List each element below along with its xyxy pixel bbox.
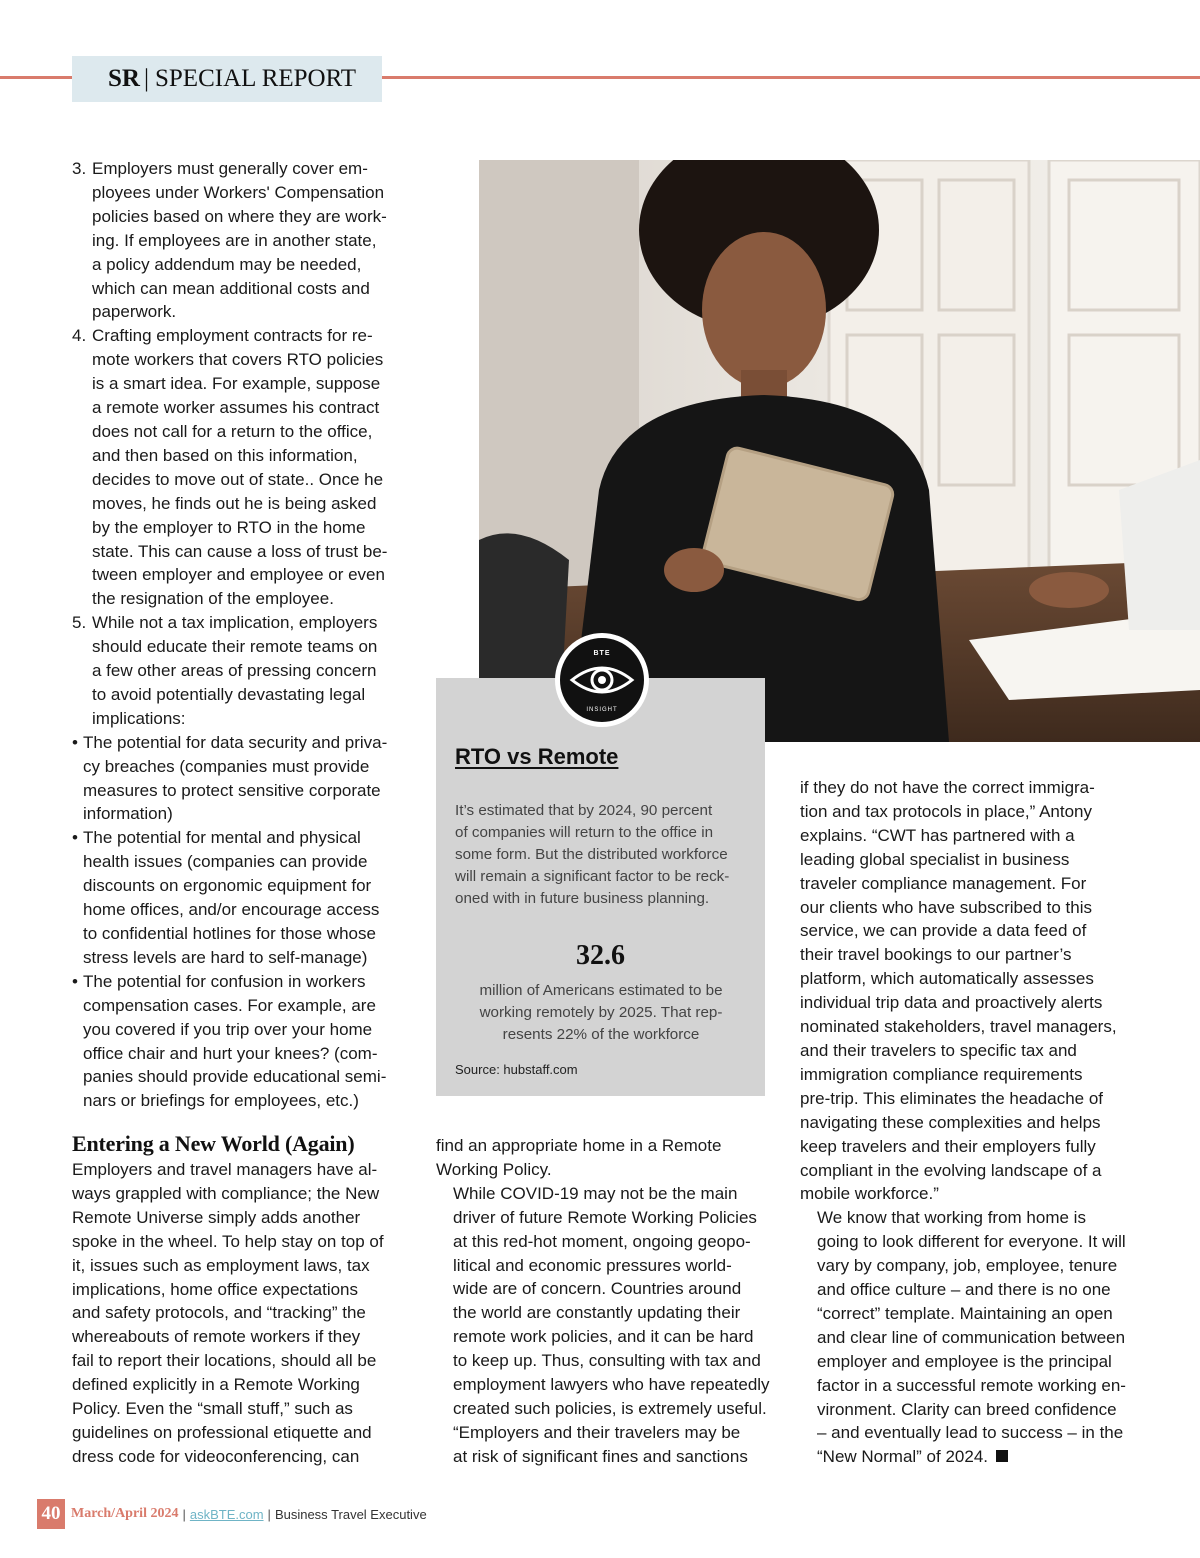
text-line: pre-trip. This eliminates the headache of xyxy=(800,1088,1104,1108)
text-line: ways grappled with compliance; the New xyxy=(72,1183,380,1203)
text-line: home offices, and/or encourage access xyxy=(83,900,380,920)
text-line: ing. If employees are in another state, xyxy=(92,230,377,250)
text-line: tion and tax protocols in place,” Antony xyxy=(800,801,1093,821)
text-line: discounts on ergonomic equipment for xyxy=(83,876,372,896)
badge-bottom-label: INSIGHT xyxy=(586,707,618,713)
list-number: 3. xyxy=(72,159,87,178)
text-line: individual trip data and proactively alerts xyxy=(800,993,1103,1013)
text-line: Employers must generally cover em- xyxy=(92,159,368,178)
text-line: created such policies, is extremely useful. xyxy=(453,1398,767,1418)
text-line: platform, which automatically assesses xyxy=(800,969,1094,989)
paragraph xyxy=(436,1134,771,1182)
text-line: factor in a successful remote working en- xyxy=(817,1375,1126,1395)
bullet-item xyxy=(72,826,407,969)
text-line: Remote Universe simply adds another xyxy=(72,1207,361,1227)
text-line: should educate their remote teams on xyxy=(92,637,378,657)
insight-stat: 32.6 xyxy=(576,940,625,971)
list-number: 5. xyxy=(72,613,87,633)
text-line: you covered if you trip over your home xyxy=(83,1019,373,1039)
section-abbr: SR xyxy=(108,65,140,92)
text-line: million of Americans estimated to be xyxy=(479,982,723,999)
bullet-item xyxy=(72,731,407,827)
text-line: some form. But the distributed workforce xyxy=(455,846,728,863)
text-line: which can mean additional costs and xyxy=(92,278,370,298)
insight-eye-icon xyxy=(555,633,649,727)
text-line: and then based on this information, xyxy=(92,445,358,465)
text-line: navigating these complexities and helps xyxy=(800,1112,1101,1132)
paragraph xyxy=(436,1421,771,1469)
section-title: SPECIAL REPORT xyxy=(154,65,357,92)
text-line: of companies will return to the office in xyxy=(455,824,714,841)
section-column-2 xyxy=(436,1134,771,1469)
list-text xyxy=(92,611,407,731)
text-line: and office culture – and there is no one xyxy=(817,1280,1111,1300)
text-line: state. This can cause a loss of trust be- xyxy=(92,541,388,561)
text-line: to confidential hotlines for those whose xyxy=(83,924,376,943)
text-line: measures to protect sensitive corporate xyxy=(83,780,381,800)
publication-name: Business Travel Executive xyxy=(274,1506,427,1522)
text-line: driver of future Remote Working Policies xyxy=(453,1207,757,1227)
bullet-text xyxy=(83,826,407,969)
insight-title: RTO vs Remote xyxy=(455,744,619,769)
text-line: a few other areas of pressing concern xyxy=(92,661,377,681)
text-line: is a smart idea. For example, suppose xyxy=(92,374,381,394)
text-line: compliant in the evolving landscape of a xyxy=(800,1160,1102,1180)
text-line: stress levels are hard to self-manage) xyxy=(83,947,368,967)
text-line: and safety protocols, and “tracking” the xyxy=(72,1303,366,1323)
website-link[interactable]: askBTE.com xyxy=(189,1506,264,1522)
text-line: by the employer to RTO in the home xyxy=(92,517,366,537)
text-line: The potential for mental and physical xyxy=(83,828,361,848)
end-mark-icon xyxy=(996,1450,1008,1462)
insight-source: Source: hubstaff.com xyxy=(455,1062,578,1077)
text-line: Policy. Even the “small stuff,” such as xyxy=(72,1399,353,1419)
list-number: 4. xyxy=(72,326,87,346)
text-line: health issues (companies can provide xyxy=(83,852,368,872)
page-footer xyxy=(37,1499,427,1529)
text-line: moves, he finds out he is being asked xyxy=(92,493,377,513)
text-line: will remain a significant factor to be reck- xyxy=(455,868,730,885)
text-line: decides to move out of state.. Once he xyxy=(92,469,384,489)
bullet-mark: • xyxy=(72,971,78,991)
text-line: policies based on where they are work- xyxy=(92,206,387,226)
text-line: explains. “CWT has partnered with a xyxy=(800,825,1075,845)
text-line: immigration compliance requirements xyxy=(800,1064,1083,1084)
text-line: spoke in the wheel. To help stay on top of xyxy=(72,1231,384,1251)
insight-intro xyxy=(455,800,755,910)
issue-date: March/April 2024 xyxy=(71,1506,179,1521)
text-line: mote workers that covers RTO policies xyxy=(92,350,384,370)
text-line: working remotely by 2025. That rep- xyxy=(479,1004,723,1021)
left-column xyxy=(72,157,407,1113)
text-line: remote work policies, and it can be hard xyxy=(453,1327,754,1347)
text-line: at risk of significant fines and sanctions xyxy=(453,1446,748,1466)
insight-stat-description xyxy=(466,980,736,1046)
text-line: leading global specialist in business xyxy=(800,849,1070,869)
list-text xyxy=(92,324,407,611)
text-line: their travel bookings to our partner’s xyxy=(800,945,1072,965)
text-line: dress code for videoconferencing, can xyxy=(72,1446,360,1466)
text-line: keep travelers and their employers fully xyxy=(800,1136,1096,1156)
paragraph xyxy=(800,1206,1140,1469)
text-line: implications, home office expectations xyxy=(72,1279,359,1299)
text-line: vary by company, job, employee, tenure xyxy=(817,1256,1118,1276)
text-line: a remote worker assumes his contract xyxy=(92,398,380,418)
text-line: going to look different for everyone. It will xyxy=(817,1232,1126,1252)
text-line: It’s estimated that by 2024, 90 percent xyxy=(455,802,713,819)
text-line: find an appropriate home in a Remote xyxy=(436,1136,722,1155)
text-line: fail to report their locations, should all be xyxy=(72,1351,377,1371)
page-number: 40 xyxy=(37,1499,65,1529)
text-line: ployees under Workers' Compensation xyxy=(92,182,385,202)
right-column xyxy=(800,776,1140,1469)
list-item xyxy=(72,324,407,611)
text-line: compensation cases. For example, are xyxy=(83,995,376,1015)
text-line: While not a tax implication, employers xyxy=(92,613,378,633)
text-line: at this red-hot moment, ongoing geopo- xyxy=(453,1231,751,1251)
text-line: cy breaches (companies must provide xyxy=(83,756,370,776)
paragraph xyxy=(436,1182,771,1421)
text-line: does not call for a return to the office, xyxy=(92,421,373,441)
text-line: paperwork. xyxy=(92,302,177,322)
text-line: vironment. Clarity can breed confidence xyxy=(817,1399,1117,1419)
text-line: “correct” template. Maintaining an open xyxy=(817,1303,1113,1323)
text-line: if they do not have the correct immigra- xyxy=(800,778,1095,797)
text-line: employment lawyers who have repeatedly xyxy=(453,1375,770,1395)
text-line: resents 22% of the workforce xyxy=(502,1026,700,1043)
bullet-item xyxy=(72,970,407,1113)
text-line: implications: xyxy=(92,708,186,728)
text-line: Crafting employment contracts for re- xyxy=(92,326,373,346)
text-line: – and eventually lead to success – in the xyxy=(817,1423,1124,1443)
text-line: office chair and hurt your knees? (com- xyxy=(83,1043,378,1063)
text-line: service, we can provide a data feed of xyxy=(800,921,1087,941)
text-line: Working Policy. xyxy=(436,1159,552,1179)
section-header xyxy=(72,56,382,102)
footer-separator: | xyxy=(267,1506,271,1522)
section-column-1 xyxy=(72,1158,407,1469)
insight-box xyxy=(436,678,765,1096)
text-line: Employers and travel managers have al- xyxy=(72,1160,378,1179)
text-line: nominated stakeholders, travel managers, xyxy=(800,1017,1117,1037)
text-line: to keep up. Thus, consulting with tax and xyxy=(453,1351,761,1371)
text-line: litical and economic pressures world- xyxy=(453,1255,732,1275)
text-line: The potential for data security and priva- xyxy=(83,732,388,752)
bullet-mark: • xyxy=(72,828,78,848)
header-rule-left xyxy=(0,76,80,79)
text-line: mobile workforce.” xyxy=(800,1184,939,1204)
bullet-list xyxy=(72,731,407,1114)
text-line: nars or briefings for employees, etc.) xyxy=(83,1091,359,1111)
text-line: it, issues such as employment laws, tax xyxy=(72,1255,370,1275)
text-line: our clients who have subscribed to this xyxy=(800,897,1092,917)
text-line: employer and employee is the principal xyxy=(817,1351,1112,1371)
list-item xyxy=(72,611,407,731)
text-line: defined explicitly in a Remote Working xyxy=(72,1375,360,1395)
bullet-mark: • xyxy=(72,732,78,752)
text-line: whereabouts of remote workers if they xyxy=(72,1327,361,1347)
text-line: oned with in future business planning. xyxy=(455,890,710,907)
section-heading: Entering a New World (Again) xyxy=(72,1131,355,1156)
paragraph xyxy=(800,776,1140,1206)
text-line: panies should provide educational semi- xyxy=(83,1067,387,1087)
text-line: information) xyxy=(83,804,173,824)
text-line: While COVID-19 may not be the main xyxy=(453,1183,738,1203)
text-line: a policy addendum may be needed, xyxy=(92,254,362,274)
numbered-list xyxy=(72,157,407,731)
list-text xyxy=(92,157,407,324)
text-line: “Employers and their travelers may be xyxy=(453,1422,741,1442)
footer-separator: | xyxy=(182,1506,186,1522)
text-line: the resignation of the employee. xyxy=(92,589,334,609)
text-line: tween employer and employee or even xyxy=(92,565,385,585)
text-line: to avoid potentially devastating legal xyxy=(92,684,366,704)
bullet-text xyxy=(83,970,407,1113)
text-line: and their travelers to specific tax and xyxy=(800,1040,1077,1060)
text-line: The potential for confusion in workers xyxy=(83,971,366,991)
paragraph xyxy=(72,1158,407,1469)
header-rule-right xyxy=(382,76,1200,79)
header-separator: | xyxy=(143,65,149,92)
text-line: We know that working from home is xyxy=(817,1208,1086,1228)
badge-top-label: BTE xyxy=(593,650,611,657)
text-line: and clear line of communication between xyxy=(817,1327,1126,1347)
bullet-text xyxy=(83,731,407,827)
text-line: guidelines on professional etiquette and xyxy=(72,1422,372,1442)
text-line: the world are constantly updating their xyxy=(453,1303,741,1323)
text-line: “New Normal” of 2024. xyxy=(800,1445,1140,1469)
list-item xyxy=(72,157,407,324)
text-line: wide are of concern. Countries around xyxy=(453,1279,742,1299)
text-line: traveler compliance management. For xyxy=(800,873,1087,893)
